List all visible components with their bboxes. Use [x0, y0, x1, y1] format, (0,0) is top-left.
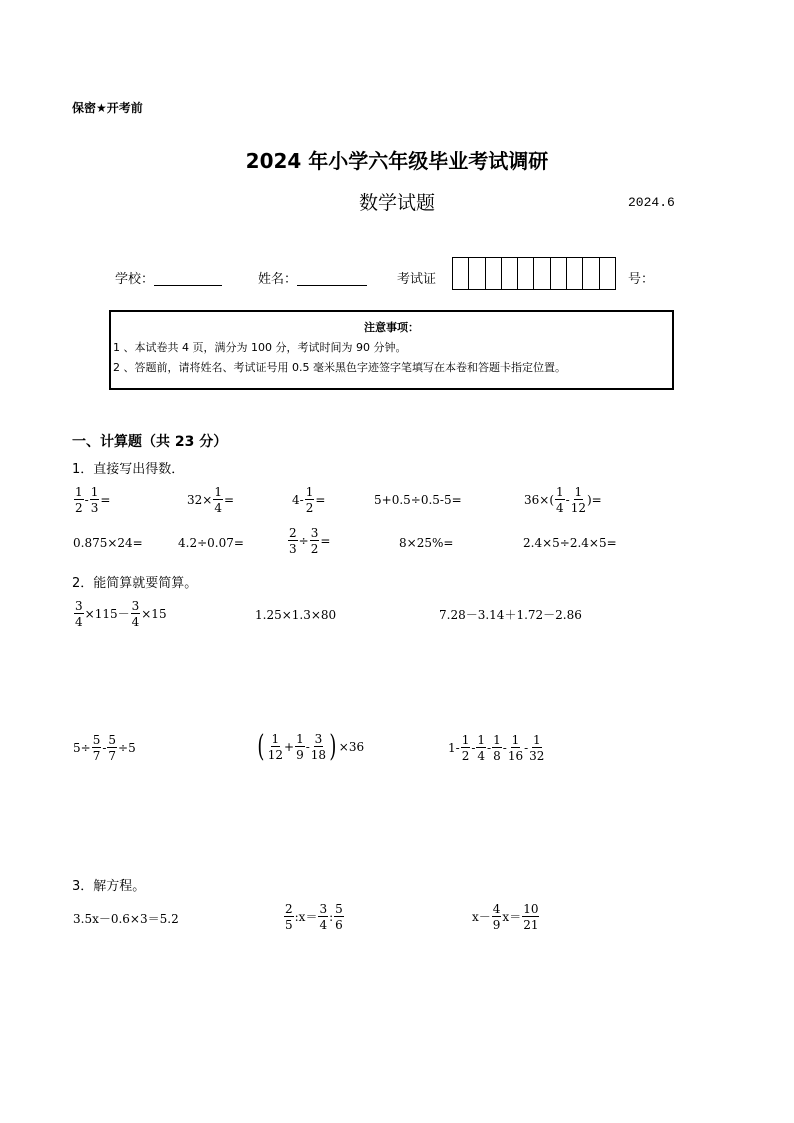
- exam-id-digit-box[interactable]: [469, 258, 485, 289]
- fraction: $\frac{1}{8}$: [493, 733, 501, 763]
- section-title: 一、计算题（共 23 分）: [72, 434, 228, 450]
- fraction: $\frac{1}{4}$: [556, 485, 564, 515]
- fraction: $\frac{1}{32}$: [529, 733, 545, 763]
- fraction: $\frac{10}{21}$: [523, 902, 539, 932]
- left-paren: (: [257, 729, 265, 764]
- fraction: $\frac{2}{3}$: [289, 526, 297, 556]
- exam-id-digit-box[interactable]: [567, 258, 583, 289]
- exam-id-label: 考试证: [397, 272, 437, 287]
- fraction: $\frac{1}{9}$: [296, 732, 304, 762]
- fraction: $\frac{3}{2}$: [310, 526, 319, 556]
- fraction: $\frac{1}{4}$: [214, 485, 222, 515]
- q2-expr-3: 7.28－3.14＋1.72－2.86: [439, 608, 582, 622]
- question-3-label: 3．解方程。: [72, 879, 146, 894]
- q3-expr-1: 3.5x－0.6×3＝5.2: [73, 912, 179, 926]
- exam-date: 2024.6: [628, 195, 675, 210]
- q3-expr-3: x－ $\frac{4}{9}$ x＝ $\frac{10}{21}$: [472, 902, 539, 932]
- name-blank[interactable]: [297, 271, 367, 286]
- number-label: 号：: [628, 272, 655, 287]
- secret-mark: 保密★开考前: [72, 101, 143, 115]
- q1-expr-3: 4- $\frac{1}{2}$ =: [292, 485, 326, 515]
- notice-item-2: 2 、答题前，请将姓名、考试证号用 0.5 毫米黑色字迹签字笔填写在本卷和答题卡指定位置。: [113, 361, 566, 374]
- notice-title: 注意事项：: [364, 321, 419, 334]
- question-2-label: 2．能简算就要简算。: [72, 576, 198, 591]
- q1-expr-1: $\frac{1}{2}$ - $\frac{1}{3}$ =: [75, 485, 111, 515]
- exam-id-digit-box[interactable]: [518, 258, 534, 289]
- school-blank[interactable]: [154, 271, 222, 286]
- exam-id-digit-box[interactable]: [583, 258, 599, 289]
- fraction: $\frac{1}{12}$: [267, 732, 283, 762]
- exam-id-boxes[interactable]: [452, 257, 616, 290]
- notice-box: [109, 310, 674, 390]
- fraction: $\frac{5}{7}$: [108, 733, 117, 763]
- q2-expr-6: 1- $\frac{1}{2}$ - $\frac{1}{4}$ - $\frac{1}{8}$ - $\frac{1}{16}$ - $\frac{1}{32}$: [448, 733, 545, 763]
- fraction: $\frac{1}{2}$: [461, 733, 470, 763]
- fraction: $\frac{5}{7}$: [92, 733, 101, 763]
- exam-id-digit-box[interactable]: [600, 258, 615, 289]
- fraction: $\frac{3}{18}$: [310, 732, 327, 762]
- q3-expr-2: $\frac{2}{5}$ :x＝ $\frac{3}{4}$ : $\frac{5}{6}$: [285, 902, 343, 932]
- fraction: $\frac{1}{16}$: [507, 733, 524, 763]
- fraction: $\frac{2}{5}$: [285, 902, 293, 932]
- exam-id-digit-box[interactable]: [453, 258, 469, 289]
- exam-id-digit-box[interactable]: [502, 258, 518, 289]
- q1-expr-10: 2.4×5÷2.4×5=: [523, 536, 617, 550]
- fraction: $\frac{1}{2}$: [75, 485, 83, 515]
- fraction: $\frac{1}{2}$: [305, 485, 314, 515]
- school-field[interactable]: [115, 268, 222, 287]
- q1-expr-7: 4.2÷0.07=: [178, 536, 244, 550]
- fraction: $\frac{1}{4}$: [477, 733, 486, 763]
- q1-expr-4: 5+0.5÷0.5-5=: [374, 493, 462, 507]
- q2-expr-1: $\frac{3}{4}$ ×115－ $\frac{3}{4}$ ×15: [75, 599, 167, 629]
- fraction: $\frac{4}{9}$: [492, 902, 501, 932]
- exam-id-digit-box[interactable]: [534, 258, 550, 289]
- q1-expr-8: $\frac{2}{3}$ ÷ $\frac{3}{2}$ =: [289, 526, 331, 556]
- exam-title: 2024 年小学六年级毕业考试调研: [245, 149, 549, 173]
- fraction: $\frac{1}{12}$: [570, 485, 586, 515]
- q1-expr-5: 36×( $\frac{1}{4}$ - $\frac{1}{12}$ )=: [524, 485, 602, 515]
- notice-item-1: 1 、本试卷共 4 页，满分为 100 分，考试时间为 90 分钟。: [113, 341, 407, 354]
- q2-expr-2: 1.25×1.3×80: [255, 608, 337, 622]
- right-paren: ): [329, 729, 337, 764]
- q2-expr-5: ( $\frac{1}{12}$ + $\frac{1}{9}$ - $\frac{3}{18}$ ) ×36: [257, 729, 365, 764]
- question-1-label: 1．直接写出得数．: [72, 462, 185, 477]
- fraction: $\frac{1}{3}$: [90, 485, 99, 515]
- name-field[interactable]: [258, 268, 367, 287]
- name-label: 姓名：: [258, 272, 298, 287]
- exam-id-digit-box[interactable]: [486, 258, 502, 289]
- school-label: 学校：: [115, 272, 155, 287]
- fraction: $\frac{3}{4}$: [75, 599, 83, 629]
- fraction: $\frac{3}{4}$: [131, 599, 140, 629]
- exam-id-digit-box[interactable]: [551, 258, 567, 289]
- q1-expr-9: 8×25%=: [399, 536, 454, 550]
- q1-expr-6: 0.875×24=: [73, 536, 143, 550]
- fraction: $\frac{3}{4}$: [319, 902, 328, 932]
- q1-expr-2: 32× $\frac{1}{4}$ =: [187, 485, 235, 515]
- q2-expr-4: 5÷ $\frac{5}{7}$ - $\frac{5}{7}$ ÷5: [73, 733, 136, 763]
- fraction: $\frac{5}{6}$: [335, 902, 343, 932]
- exam-subject: 数学试题: [358, 192, 435, 214]
